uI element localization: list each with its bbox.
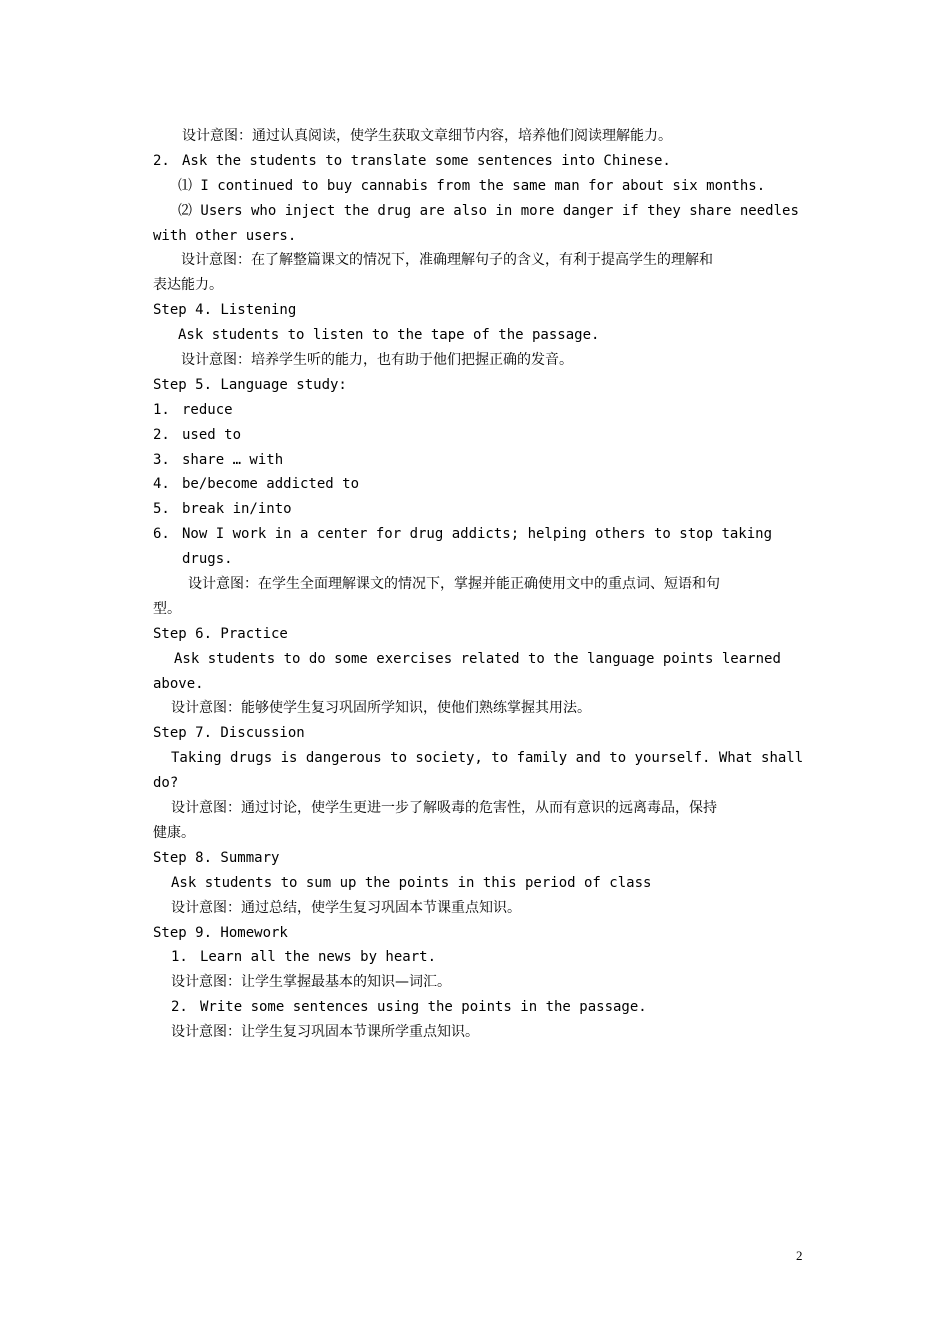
design-intent-line: 设计意图：在学生全面理解课文的情况下，掌握并能正确使用文中的重点词、短语和句 xyxy=(188,576,720,593)
item-text: Now I work in a center for drug addicts; helping others to stop taking xyxy=(182,526,773,543)
list-item-continuation: drugs. xyxy=(182,551,233,568)
sentence-line: ⑵ Users who inject the drug are also in more danger if they share needles xyxy=(178,202,799,219)
list-item xyxy=(153,423,807,448)
item-number: 2. xyxy=(153,426,170,443)
document-body xyxy=(153,124,807,1045)
item-number: 3. xyxy=(153,451,170,468)
list-item xyxy=(153,995,807,1020)
item-text: break in/into xyxy=(182,501,292,518)
step-text-continuation: above. xyxy=(153,675,204,692)
step-heading: Step 9. Homework xyxy=(153,924,288,941)
design-intent-line: 设计意图：培养学生听的能力，也有助于他们把握正确的发音。 xyxy=(181,352,573,369)
item-number: 1. xyxy=(153,401,170,418)
step-heading: Step 4. Listening xyxy=(153,302,297,319)
item-text: Learn all the news by heart. xyxy=(200,949,437,966)
item-text: Ask the students to translate some sentences into Chinese. xyxy=(182,152,671,169)
item-number: 2. xyxy=(171,999,188,1016)
list-item xyxy=(153,522,807,547)
step-text: Ask students to do some exercises related to the language points learned xyxy=(174,650,781,667)
item-number: 5. xyxy=(153,501,170,518)
item-text: share … with xyxy=(182,451,284,468)
step-text: Ask students to sum up the points in this period of class xyxy=(171,874,652,891)
step-text: Taking drugs is dangerous to society, to family and to yourself. What shall xyxy=(171,750,804,767)
design-intent-line: 设计意图：通过讨论，使学生更进一步了解吸毒的危害性，从而有意识的远离毒品，保持 xyxy=(171,800,717,817)
step-text: Ask students to listen to the tape of the passage. xyxy=(178,327,600,344)
design-intent-continuation: 健康。 xyxy=(153,824,195,841)
list-item xyxy=(153,497,807,522)
item-number: 6. xyxy=(153,526,170,543)
item-number: 4. xyxy=(153,476,170,493)
design-intent-line: 设计意图：通过总结，使学生复习巩固本节课重点知识。 xyxy=(171,899,521,916)
item-text: reduce xyxy=(182,401,233,418)
list-item xyxy=(153,472,807,497)
list-item xyxy=(153,149,807,174)
design-intent-line: 设计意图：能够使学生复习巩固所学知识，使他们熟练掌握其用法。 xyxy=(171,700,591,717)
step-heading: Step 5. Language study: xyxy=(153,376,347,393)
design-intent-line: 设计意图：在了解整篇课文的情况下，准确理解句子的含义，有利于提高学生的理解和 xyxy=(181,252,713,269)
item-text: used to xyxy=(182,426,242,443)
step-heading: Step 6. Practice xyxy=(153,625,288,642)
design-intent-continuation: 表达能力。 xyxy=(153,277,223,294)
design-intent-line: 设计意图：让学生掌握最基本的知识—词汇。 xyxy=(171,974,451,991)
sentence-continuation: with other users. xyxy=(153,227,297,244)
page-number: 2 xyxy=(796,1248,803,1263)
step-text-continuation: do? xyxy=(153,775,179,792)
design-intent-line: 设计意图：让学生复习巩固本节课所学重点知识。 xyxy=(171,1024,479,1041)
item-number: 1. xyxy=(171,949,188,966)
design-intent-continuation: 型。 xyxy=(153,600,181,617)
list-item xyxy=(153,448,807,473)
step-heading: Step 8. Summary xyxy=(153,849,280,866)
item-text: be/become addicted to xyxy=(182,476,360,493)
item-number: 2. xyxy=(153,152,170,169)
design-intent-line: 设计意图：通过认真阅读，使学生获取文章细节内容，培养他们阅读理解能力。 xyxy=(182,128,672,144)
item-text: Write some sentences using the points in the passage. xyxy=(200,999,647,1016)
list-item xyxy=(153,945,807,970)
sentence-line: ⑴ I continued to buy cannabis from the same man for about six months. xyxy=(178,177,766,194)
list-item xyxy=(153,398,807,423)
step-heading: Step 7. Discussion xyxy=(153,725,305,742)
